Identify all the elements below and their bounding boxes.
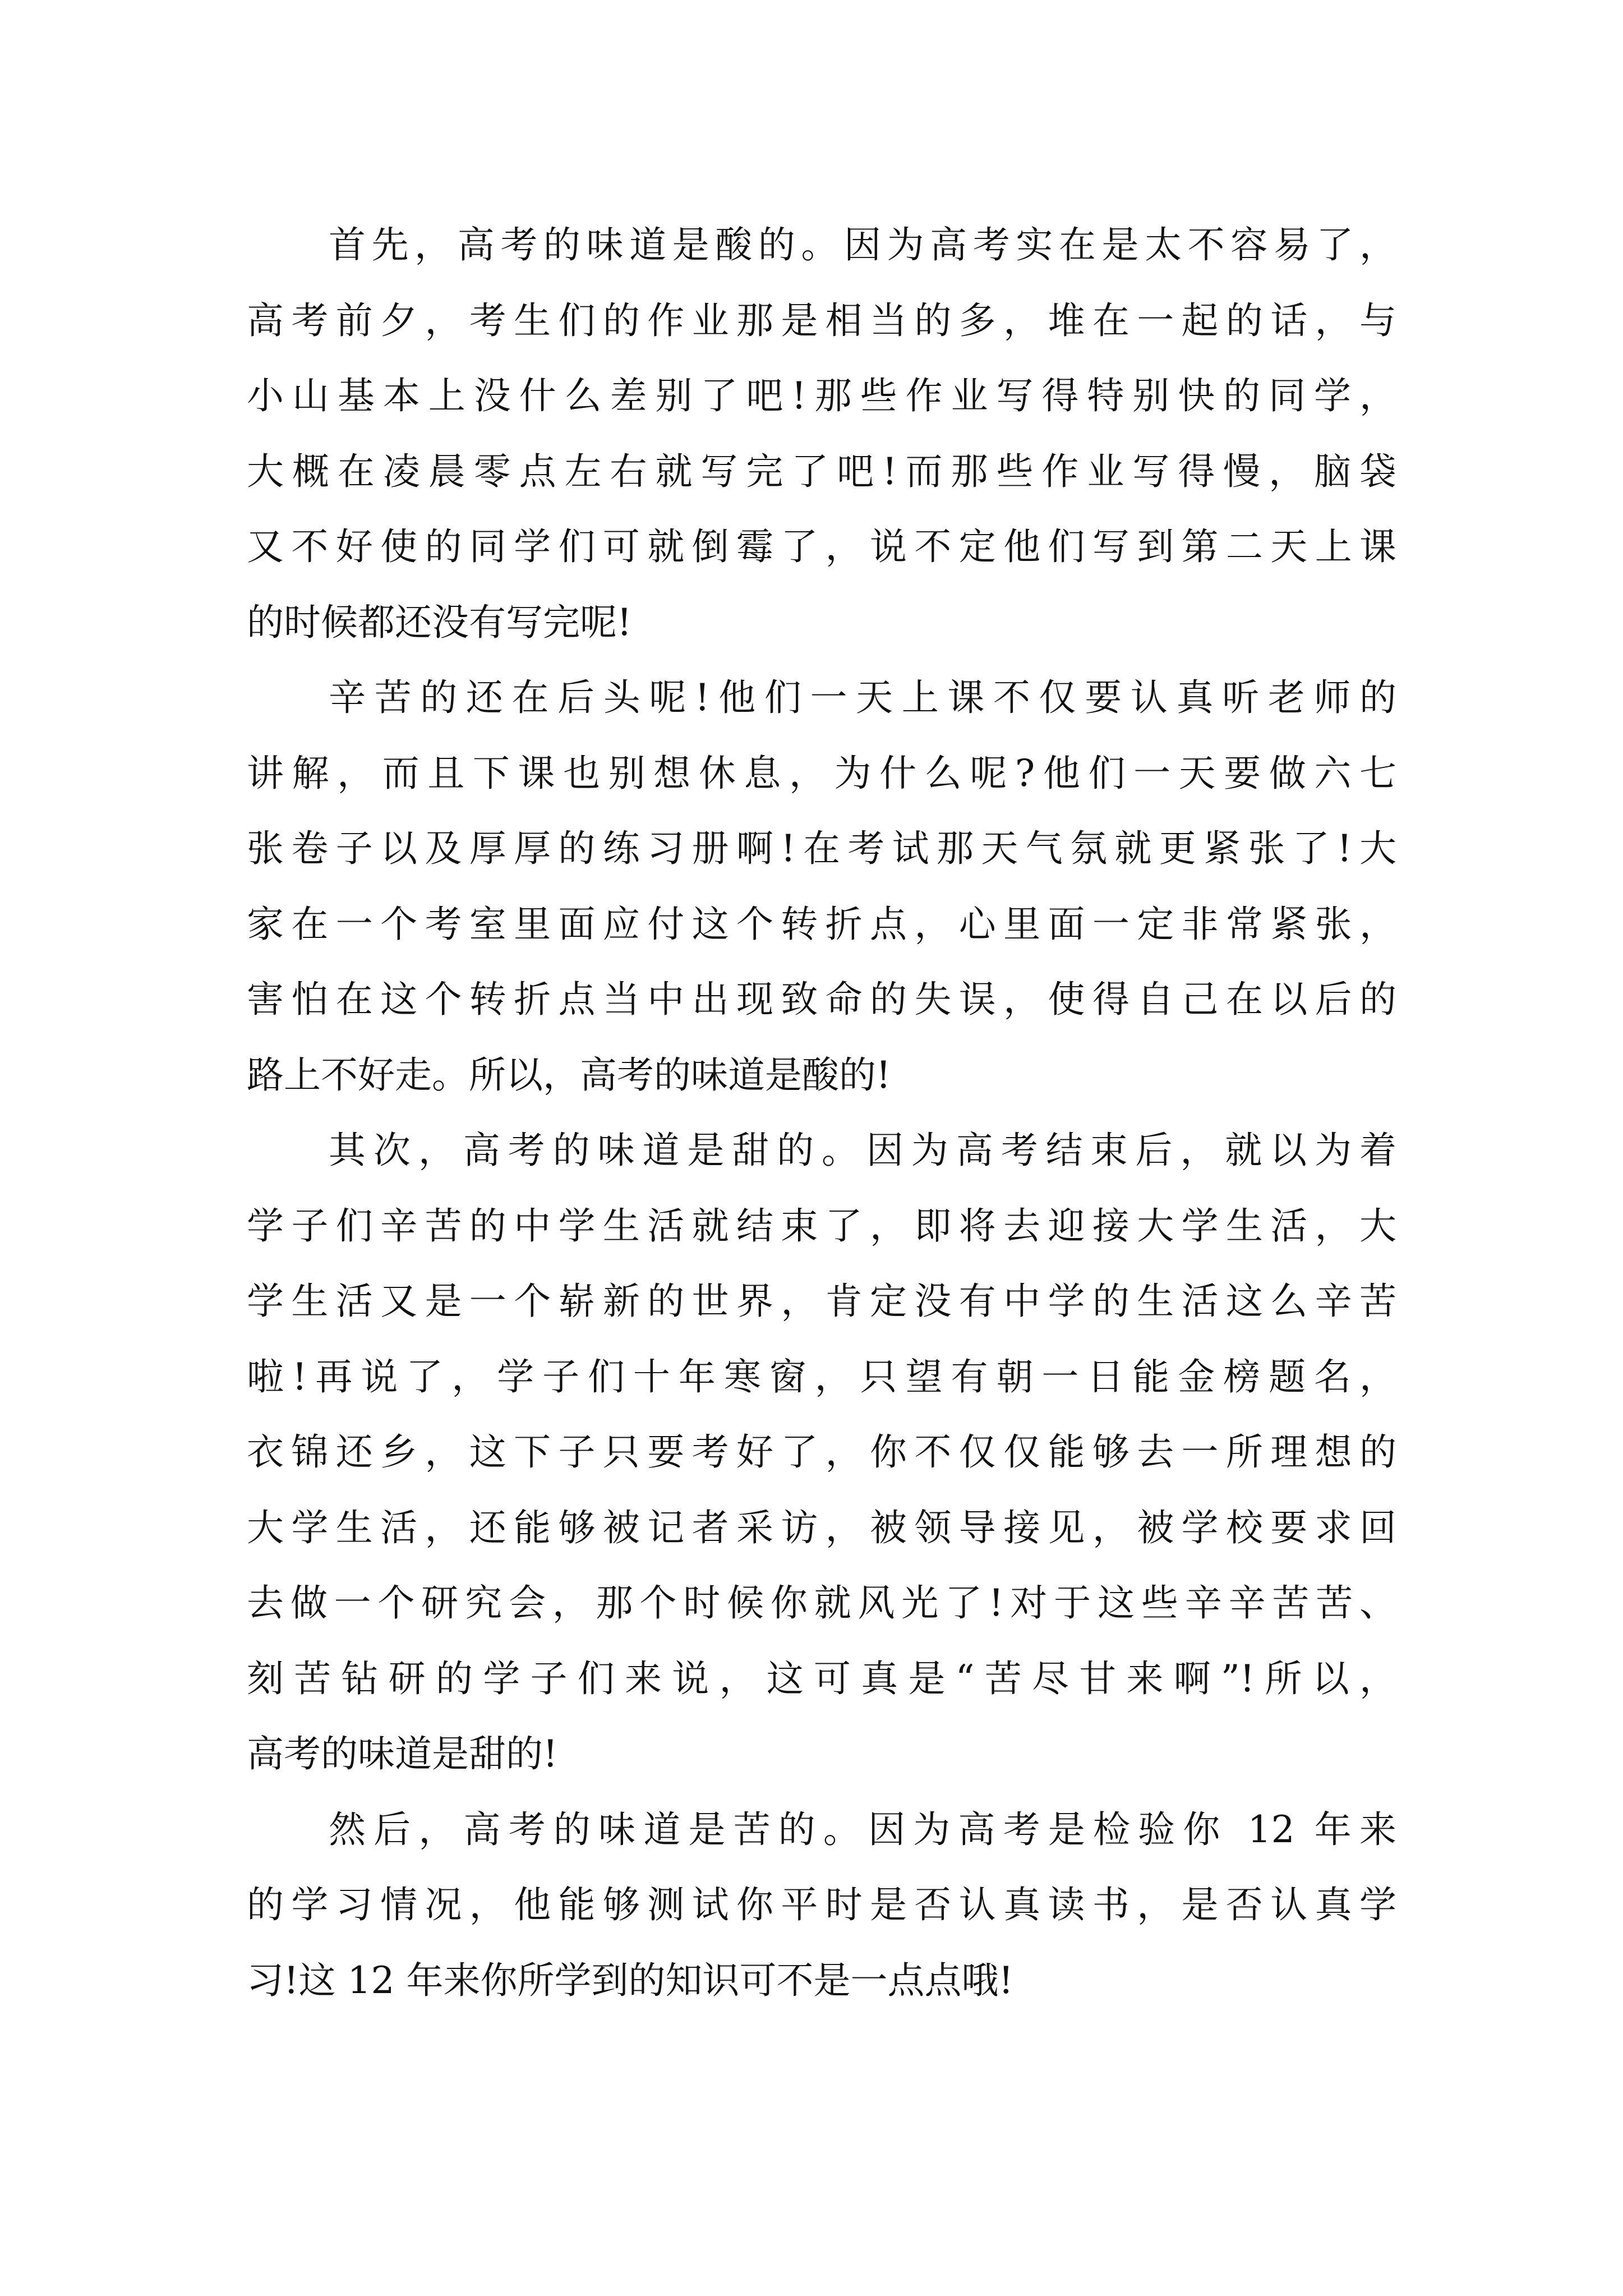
- paragraph-2-line-1: 辛苦的还在后头呢!他们一天上课不仅要认真听老师的: [329, 676, 1396, 719]
- paragraph-3-line-8: 刻苦钻研的学子们来说，这可真是“苦尽甘来啊”!所以，: [247, 1657, 1396, 1700]
- paragraph-3-line-9: 高考的味道是甜的!: [247, 1732, 558, 1775]
- paragraph-4-line-1: 然后，高考的味道是苦的。因为高考是检验你 12 年来: [329, 1807, 1396, 1851]
- paragraph-2-line-2: 讲解，而且下课也别想休息，为什么呢?他们一天要做六七: [247, 751, 1396, 795]
- paragraph-1-line-3: 小山基本上没什么差别了吧!那些作业写得特别快的同学，: [247, 374, 1396, 417]
- document-body: [247, 208, 1396, 2018]
- paragraph-2-line-4: 家在一个考室里面应付这个转折点，心里面一定非常紧张，: [247, 902, 1396, 946]
- paragraph-3-line-5: 衣锦还乡，这下子只要考好了，你不仅仅能够去一所理想的: [247, 1430, 1396, 1474]
- paragraph-3-line-6: 大学生活，还能够被记者采访，被领导接见，被学校要求回: [247, 1506, 1396, 1549]
- paragraph-4-line-2: 的学习情况，他能够测试你平时是否认真读书，是否认真学: [247, 1883, 1396, 1926]
- paragraph-3-line-1: 其次，高考的味道是甜的。因为高考结束后，就以为着: [329, 1129, 1396, 1172]
- paragraph-1-line-6: 的时候都还没有写完呢!: [247, 600, 632, 644]
- paragraph-1-line-2: 高考前夕，考生们的作业那是相当的多，堆在一起的话，与: [247, 298, 1396, 342]
- paragraph-3-line-2: 学子们辛苦的中学生活就结束了，即将去迎接大学生活，大: [247, 1204, 1396, 1248]
- paragraph-1-line-1: 首先，高考的味道是酸的。因为高考实在是太不容易了，: [329, 223, 1396, 266]
- paragraph-4-line-3: 习!这 12 年来你所学到的知识可不是一点点哦!: [247, 1958, 1013, 2002]
- paragraph-2-line-3: 张卷子以及厚厚的练习册啊!在考试那天气氛就更紧张了!大: [247, 827, 1396, 870]
- paragraph-3-line-7: 去做一个研究会，那个时候你就风光了!对于这些辛辛苦苦、: [247, 1581, 1396, 1625]
- paragraph-1-line-5: 又不好使的同学们可就倒霉了，说不定他们写到第二天上课: [247, 525, 1396, 568]
- paragraph-2-line-6: 路上不好走。所以，高考的味道是酸的!: [247, 1053, 891, 1097]
- paragraph-3-line-4: 啦!再说了，学子们十年寒窗，只望有朝一日能金榜题名，: [247, 1355, 1396, 1398]
- paragraph-2-line-5: 害怕在这个转折点当中出现致命的失误，使得自己在以后的: [247, 978, 1396, 1021]
- paragraph-3-line-3: 学生活又是一个崭新的世界，肯定没有中学的生活这么辛苦: [247, 1280, 1396, 1323]
- paragraph-1-line-4: 大概在凌晨零点左右就写完了吧!而那些作业写得慢，脑袋: [247, 449, 1396, 493]
